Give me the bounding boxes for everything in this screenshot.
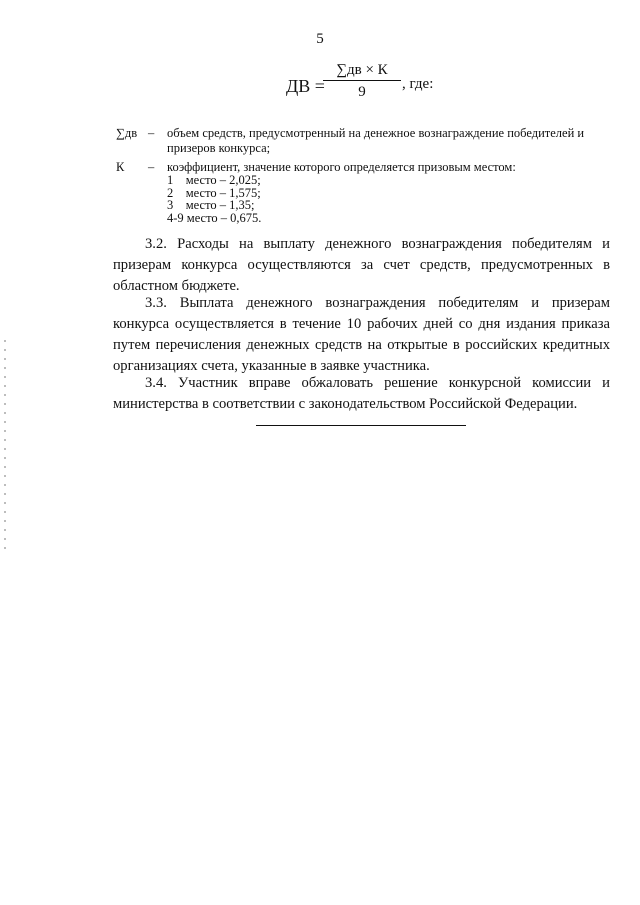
- prize-place-item: 1 место – 2,025;: [167, 173, 261, 187]
- paragraph-3-2: 3.2. Расходы на выплату денежного вознаграждения победителям и призерам конкурса осуществляются за счет средств, предусмотренных в областном бюджете.: [113, 236, 610, 294]
- prize-place-item: 2 место – 1,575;: [167, 185, 261, 200]
- prize-place-item: 3 место – 1,35;: [167, 198, 255, 212]
- definition-dash: –: [148, 126, 155, 140]
- formula-lhs: ДВ =: [286, 76, 325, 96]
- formula-fraction: [323, 62, 401, 101]
- prize-place-item: 4-9 место – 0,675.: [167, 210, 262, 225]
- definition-text: коэффициент, значение которого определяется призовым местом:: [167, 160, 516, 174]
- scan-margin-dots: [4, 340, 6, 550]
- paragraph-3-3: 3.3. Выплата денежного вознаграждения победителям и призерам конкурса осуществляется в течение 10 рабочих дней со дня издания приказа путем перечисления денежных средств на открытые в российских кредитных организациях счета, указанные в заявке участника.: [113, 295, 610, 374]
- formula-numerator: ∑дв × К: [336, 62, 388, 78]
- formula: [0, 56, 640, 106]
- definition-text: объем средств, предусмотренный на денежное вознаграждение победителей и призеров конкурса;: [167, 126, 585, 155]
- formula-suffix: , где:: [402, 76, 434, 92]
- end-rule: [256, 425, 466, 426]
- definition-symbol: ∑дв: [116, 126, 138, 140]
- paragraph-3-4: 3.4. Участник вправе обжаловать решение конкурсной комиссии и министерства в соответствии с законодательством Российской Федерации.: [113, 375, 610, 412]
- page-number: 5: [316, 31, 324, 47]
- definition-dash: –: [148, 160, 155, 174]
- fraction-bar: [323, 80, 401, 81]
- definition-symbol: К: [116, 160, 125, 174]
- formula-denominator: 9: [358, 84, 366, 100]
- prize-places-list: [167, 174, 261, 224]
